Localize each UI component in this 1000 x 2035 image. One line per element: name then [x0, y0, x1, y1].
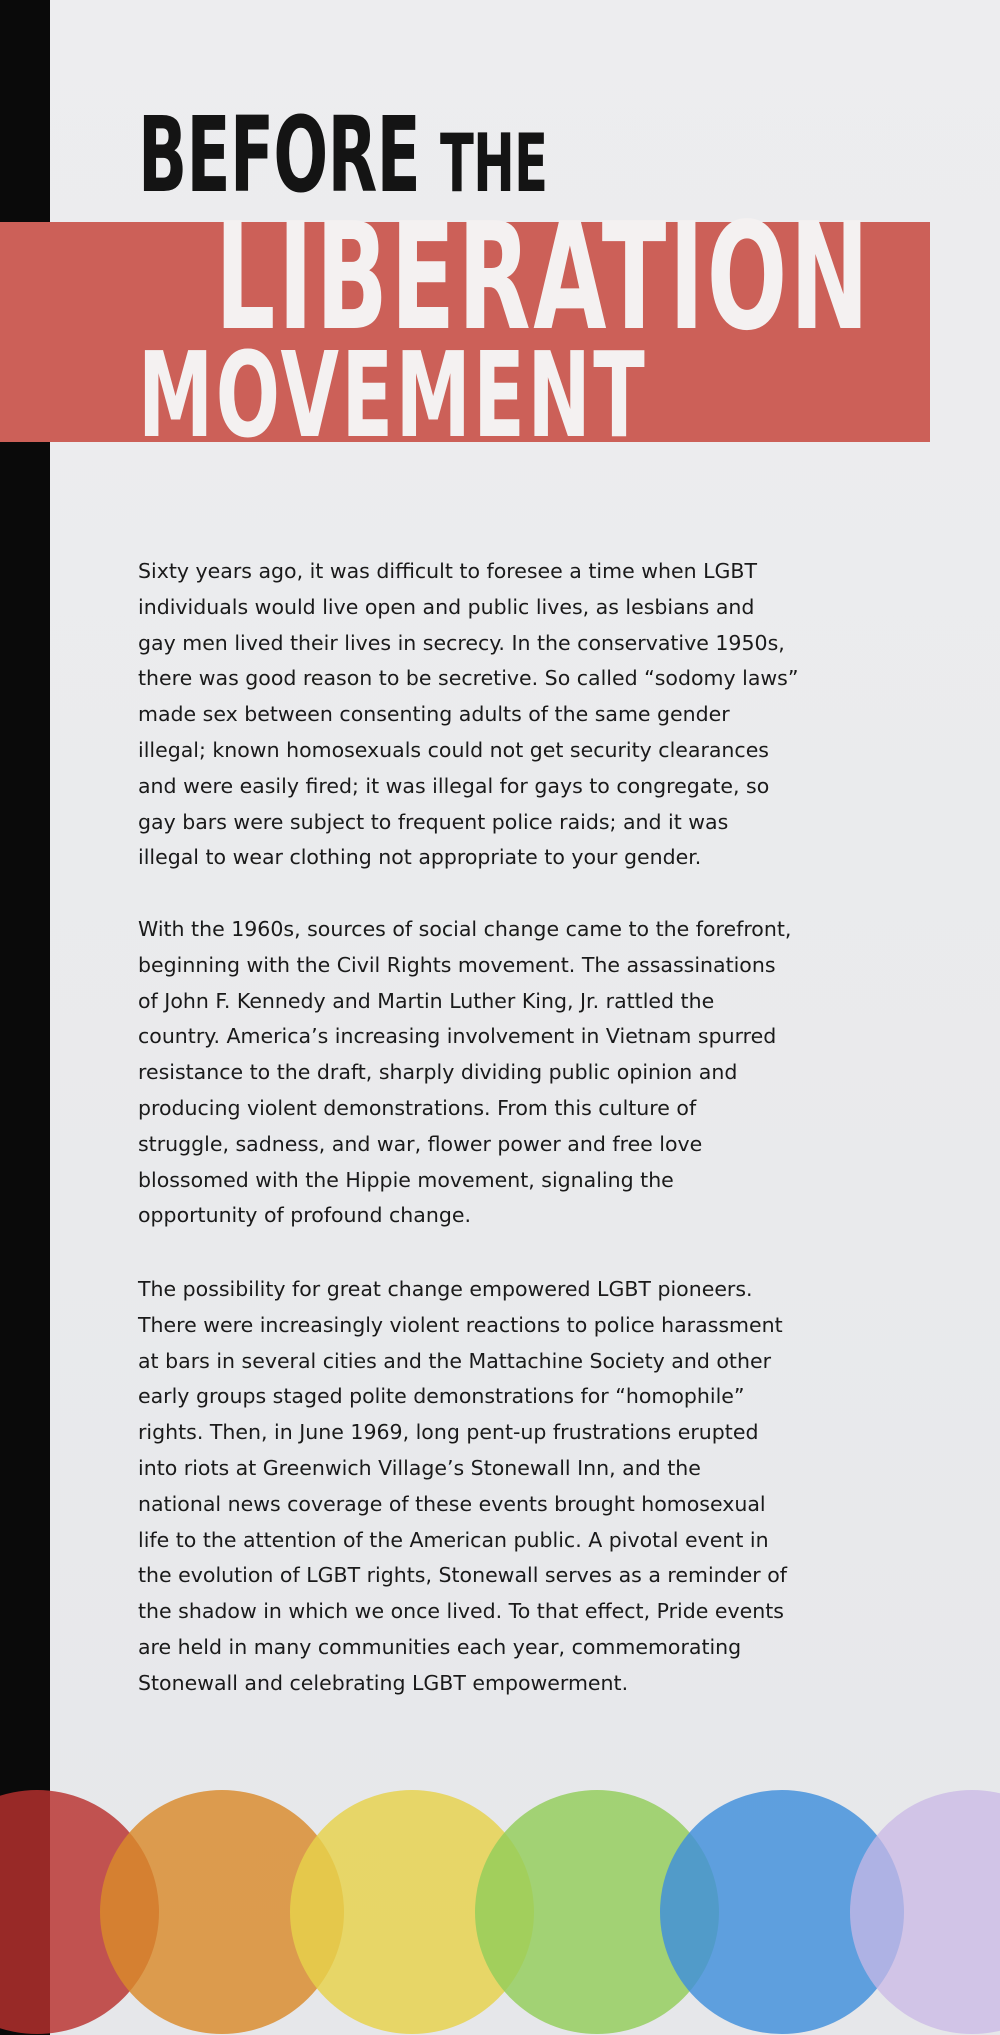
paragraph-line: opportunity of profound change. [138, 1203, 471, 1228]
paragraph-line: national news coverage of these events brought homosexual [138, 1491, 766, 1516]
paragraph-line: the shadow in which we once lived. To that effect, Pride events [138, 1599, 784, 1624]
paragraph-2 [138, 912, 878, 1234]
title-before: BEFORE [138, 94, 421, 216]
paragraph-line: illegal to wear clothing not appropriate to your gender. [138, 845, 702, 870]
paragraph-line: individuals would live open and public lives, as lesbians and [138, 594, 755, 619]
paragraph-line: The possibility for great change empowered LGBT pioneers. [138, 1277, 753, 1301]
rainbow-circle [850, 1790, 1000, 2034]
paragraph-line: struggle, sadness, and war, flower power and free love [138, 1131, 703, 1156]
title-movement: MOVEMENT [138, 326, 648, 464]
paragraph-line: of John F. Kennedy and Martin Luther King, Jr. rattled the [138, 988, 715, 1013]
paragraph-line: life to the attention of the American public. A pivotal event in [138, 1527, 769, 1552]
paragraph-line: there was good reason to be secretive. So called “sodomy laws” [138, 666, 799, 691]
paragraph-line: Sixty years ago, it was difficult to foresee a time when LGBT [138, 559, 757, 583]
paragraph-line: early groups staged polite demonstrations for “homophile” [138, 1384, 745, 1409]
paragraph-line: illegal; known homosexuals could not get security clearances [138, 737, 769, 762]
paragraph-line: gay bars were subject to frequent police raids; and it was [138, 809, 729, 834]
rainbow-circles [0, 1790, 1000, 2035]
paragraph-3 [138, 1272, 878, 1702]
paragraph-line: into riots at Greenwich Village’s Stonewall Inn, and the [138, 1455, 701, 1480]
paragraph-line: are held in many communities each year, commemorating [138, 1634, 742, 1659]
paragraph-line: country. America’s increasing involvement in Vietnam spurred [138, 1024, 777, 1049]
paragraph-line: resistance to the draft, sharply dividing public opinion and [138, 1060, 738, 1085]
title-liberation: LIBERATION [215, 191, 872, 363]
paragraph-line: There were increasingly violent reactions to police harassment [138, 1312, 783, 1337]
title-the: THE [440, 117, 548, 210]
paragraph-line: at bars in several cities and the Mattachine Society and other [138, 1348, 771, 1373]
paragraph-line: With the 1960s, sources of social change came to the forefront, [138, 917, 792, 941]
paragraph-line: blossomed with the Hippie movement, signaling the [138, 1167, 674, 1192]
paragraph-line: made sex between consenting adults of the same gender [138, 702, 730, 727]
paragraph-line: and were easily fired; it was illegal for gays to congregate, so [138, 773, 770, 798]
paragraph-1 [138, 554, 878, 876]
paragraph-line: beginning with the Civil Rights movement. The assassinations [138, 952, 776, 977]
paragraph-line: gay men lived their lives in secrecy. In the conservative 1950s, [138, 630, 785, 655]
paragraph-line: the evolution of LGBT rights, Stonewall serves as a reminder of [138, 1563, 787, 1588]
paragraph-line: rights. Then, in June 1969, long pent-up frustrations erupted [138, 1420, 759, 1445]
paragraph-line: Stonewall and celebrating LGBT empowerment. [138, 1670, 629, 1695]
paragraph-line: producing violent demonstrations. From this culture of [138, 1095, 697, 1120]
